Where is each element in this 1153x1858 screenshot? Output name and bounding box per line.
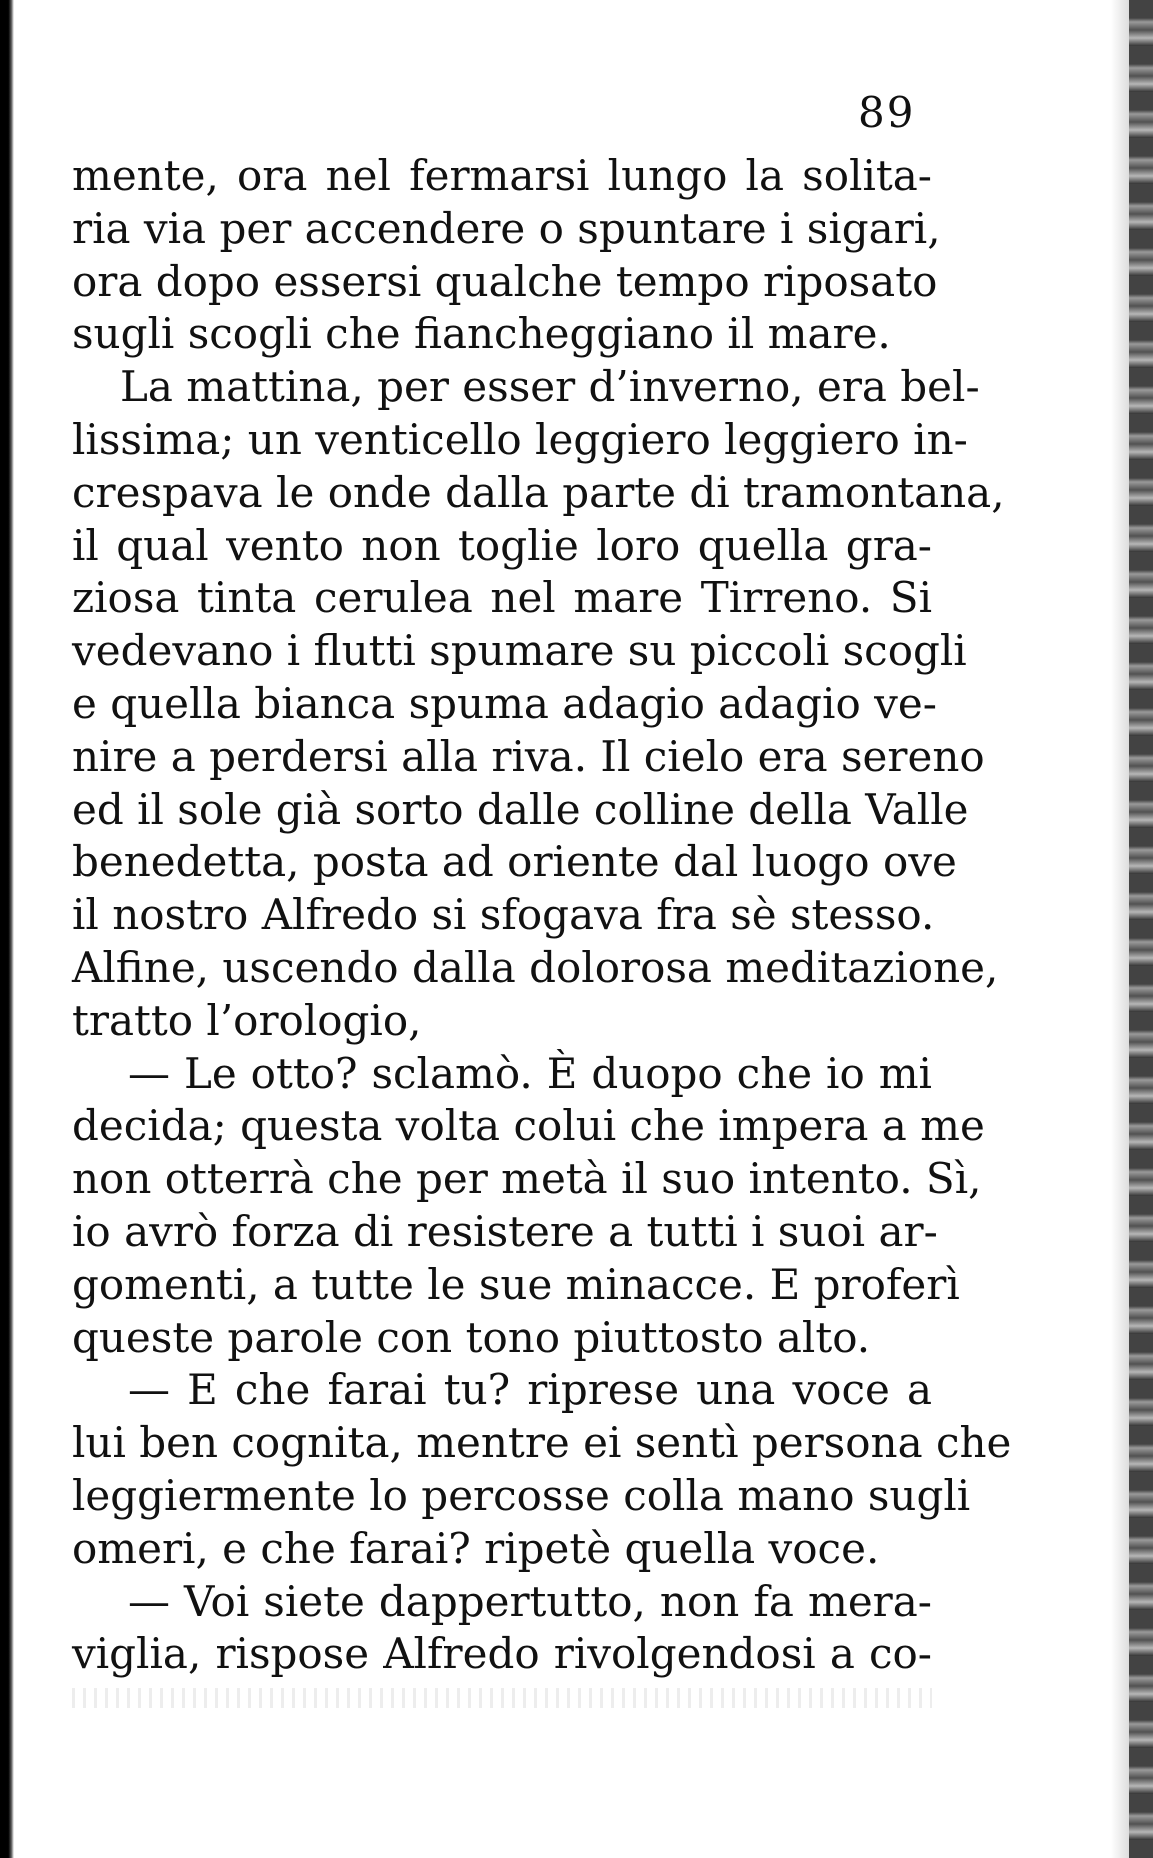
text-line: crespava le onde dalla parte di tramontana, [72, 467, 1005, 517]
text-line: lissima; un venticello leggiero leggiero in- [72, 414, 968, 464]
text-line: il nostro Alfredo si sfogava fra sè stesso. [72, 890, 935, 940]
text-line: decida; questa volta colui che impera a me [72, 1101, 985, 1151]
text-line: ria via per accendere o spuntare i sigari, [72, 203, 941, 253]
page-number: 89 [858, 88, 916, 137]
text-line: il qual vento non toglie loro quella gra- [72, 520, 932, 570]
text-line: — Voi siete dappertutto, non fa mera- [128, 1576, 932, 1626]
text-line: sugli scogli che fiancheggiano il mare. [72, 309, 891, 359]
text-line: ziosa tinta cerulea nel mare Tirreno. Si [72, 573, 932, 623]
text-line: — Le otto? sclamò. È duopo che io mi [128, 1048, 932, 1098]
text-line: vedevano i flutti spumare su piccoli scogli [72, 626, 967, 676]
bleed-through-noise [72, 1688, 932, 1708]
text-line: — E che farai tu? riprese una voce a [128, 1365, 932, 1415]
text-line: io avrò forza di resistere a tutti i suoi ar- [72, 1206, 938, 1256]
text-line: La mattina, per esser d’inverno, era bel- [120, 362, 980, 412]
text-line: nire a perdersi alla riva. Il cielo era sereno [72, 731, 985, 781]
text-line: ed il sole già sorto dalle colline della Valle [72, 784, 969, 834]
page-binding-edge [0, 0, 14, 1858]
text-line: queste parole con tono piuttosto alto. [72, 1312, 871, 1362]
text-line: omeri, e che farai? ripetè quella voce. [72, 1523, 880, 1573]
text-line: non otterrà che per metà il suo intento. Sì, [72, 1154, 982, 1204]
text-line: ora dopo essersi qualche tempo riposato [72, 256, 938, 306]
page-right-shadow [1111, 0, 1129, 1858]
text-line: Alfine, uscendo dalla dolorosa meditazione, [72, 942, 999, 992]
text-line: benedetta, posta ad oriente dal luogo ove [72, 837, 957, 887]
text-line: lui ben cognita, mentre ei sentì persona che [72, 1418, 1012, 1468]
text-line: tratto l’orologio, [72, 995, 422, 1045]
text-line: leggiermente lo percosse colla mano sugli [72, 1470, 971, 1520]
body-text [72, 150, 1012, 1681]
page-right-edge [1129, 0, 1153, 1858]
text-line: viglia, rispose Alfredo rivolgendosi a co- [72, 1629, 932, 1679]
text-line: gomenti, a tutte le sue minacce. E proferì [72, 1259, 960, 1309]
text-line: e quella bianca spuma adagio adagio ve- [72, 678, 937, 728]
text-line: mente, ora nel fermarsi lungo la solita- [72, 151, 932, 200]
